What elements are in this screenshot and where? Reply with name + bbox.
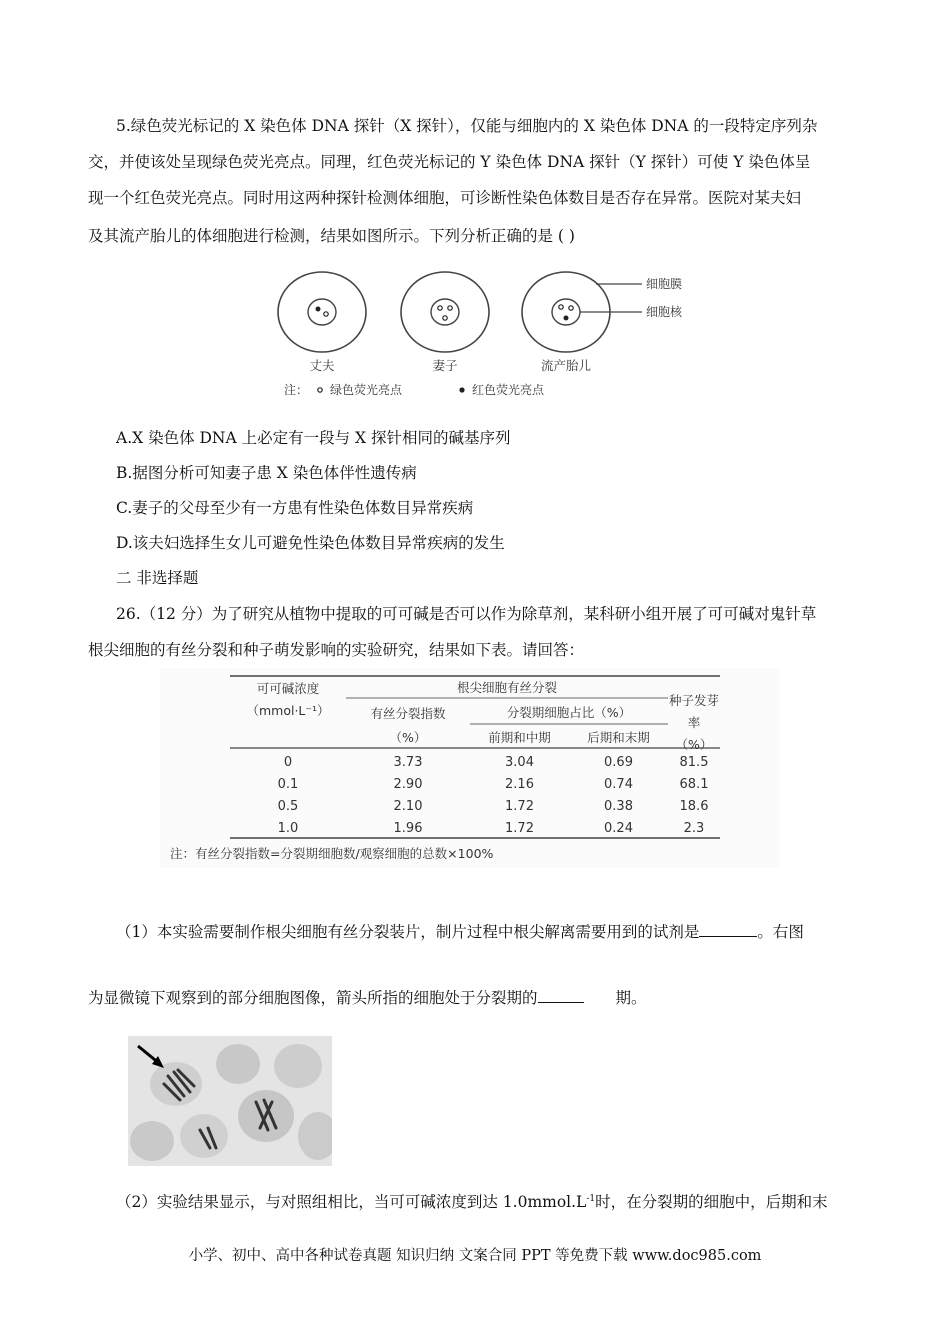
table-row: [230, 817, 720, 839]
sub1-text-b: 。右图: [757, 923, 804, 941]
q5-stem-line-3: 现一个红色荧光亮点。同时用这两种探针检测体细胞，可诊断性染色体数目是否存在异常。医院对某夫妇: [88, 189, 802, 207]
cell: 0.24: [604, 820, 633, 836]
cell: 0: [283, 754, 293, 770]
table-row: [230, 773, 720, 795]
cell: 0.1: [277, 776, 299, 792]
figure-note: 注：: [284, 383, 309, 397]
option-b: B.据图分析可知妻子患 X 染色体伴性遗传病: [116, 464, 417, 482]
th-index: 有丝分裂指数: [370, 706, 446, 721]
th-index-unit: （%）: [389, 730, 427, 745]
q5-stem-line-2: 交，并使该处呈现绿色荧光亮点。同理，红色荧光标记的 Y 染色体 DNA 探针（Y 探针）可使 Y 染色体呈: [88, 153, 811, 171]
table-row: [230, 795, 720, 817]
th-early: 前期和中期: [488, 730, 551, 745]
cell: 2.90: [393, 776, 423, 792]
cell-label-husband: 丈夫: [309, 358, 335, 373]
option-c: C.妻子的父母至少有一方患有性染色体数目异常疾病: [116, 499, 474, 517]
green-dot: [324, 312, 328, 316]
red-dot: [316, 307, 321, 312]
section-title: 二 非选择题: [116, 569, 199, 587]
micrograph-image: [128, 1036, 332, 1166]
sub2-sup: -1: [586, 1193, 596, 1204]
cell: 1.96: [393, 820, 423, 836]
sub1-text-d: 期。: [615, 989, 647, 1007]
label-nucleus: 细胞核: [646, 305, 683, 319]
cell: 1.72: [505, 820, 534, 836]
th-late: 后期和末期: [587, 730, 650, 745]
cell: 3.04: [505, 754, 534, 770]
cell: 81.5: [679, 754, 709, 770]
th-conc: 可可碱浓度: [256, 681, 320, 696]
cell: 18.6: [679, 798, 709, 814]
label-membrane: 细胞膜: [646, 277, 683, 291]
legend-green-dot: [318, 388, 322, 392]
q26-stem-line-1: 26.（12 分）为了研究从植物中提取的可可碱是否可以作为除草剂，某科研小组开展了可可碱对鬼针草: [116, 605, 817, 623]
q26-stem-line-2: 根尖细胞的有丝分裂和种子萌发影响的实验研究，结果如下表。请回答：: [88, 641, 585, 659]
cell-fetus: [522, 272, 642, 373]
cell: 2.3: [683, 820, 705, 836]
th-germ-unit: （%）: [675, 737, 713, 752]
table-row: [230, 751, 720, 773]
sub2-text: （2）实验结果显示，与对照组相比，当可可碱浓度到达 1.0mmol.L: [116, 1193, 587, 1211]
sub1-line-2: [88, 984, 647, 1008]
cell: 2.16: [505, 776, 534, 792]
cell: 1.72: [505, 798, 534, 814]
cell: 0.5: [277, 798, 299, 814]
cell: 0.74: [604, 776, 633, 792]
option-a: A.X 染色体 DNA 上必定有一段与 X 探针相同的碱基序列: [116, 429, 511, 447]
legend-red-dot: [459, 387, 464, 392]
sub2-line: [116, 1190, 828, 1212]
sub1-text-c: 为显微镜下观察到的部分细胞图像，箭头所指的细胞处于分裂期的: [88, 989, 538, 1007]
results-table-figure: [160, 668, 780, 868]
cell-wife: [401, 272, 489, 373]
cell: 3.73: [393, 754, 423, 770]
q5-stem-line-4: 及其流产胎儿的体细胞进行检测，结果如图所示。下列分析正确的是 ( ): [88, 227, 575, 245]
sub1-text-a: （1）本实验需要制作根尖细胞有丝分裂装片，制片过程中根尖解离需要用到的试剂是: [116, 923, 700, 941]
legend-red: 红色荧光亮点: [472, 383, 545, 397]
cell-figure: [270, 262, 710, 402]
th-germ: 种子发芽率: [668, 693, 719, 730]
cell: 0.38: [604, 798, 633, 814]
cell: 1.0: [277, 820, 299, 836]
sub1-line-1: [116, 918, 804, 942]
page-footer: 小学、初中、高中各种试卷真题 知识归纳 文案合同 PPT 等免费下载 www.doc985.com: [188, 1248, 762, 1264]
cell-husband: [278, 272, 366, 373]
cell-label-wife: 妻子: [432, 358, 458, 373]
cell-label-fetus: 流产胎儿: [540, 358, 592, 373]
q5-stem-line-1: 5.绿色荧光标记的 X 染色体 DNA 探针（X 探针），仅能与细胞内的 X 染色体 DNA 的一段特定序列杂: [116, 117, 818, 135]
cell: 2.10: [393, 798, 423, 814]
th-ratio: 分裂期细胞占比（%）: [506, 705, 632, 720]
table-note: 注：有丝分裂指数=分裂期细胞数/观察细胞的总数×100%: [170, 846, 494, 861]
cell: 0.69: [604, 754, 633, 770]
option-d: D.该夫妇选择生女儿可避免性染色体数目异常疾病的发生: [116, 534, 505, 552]
th-group: 根尖细胞有丝分裂: [456, 680, 557, 695]
answer-blank-2[interactable]: [538, 984, 584, 1003]
sub2-end: 时，在分裂期的细胞中，后期和末: [595, 1193, 828, 1211]
cell: 68.1: [679, 776, 709, 792]
legend-green: 绿色荧光亮点: [330, 383, 403, 397]
answer-blank-1[interactable]: [699, 918, 757, 937]
th-conc-unit: （mmol·L⁻¹）: [246, 703, 330, 718]
